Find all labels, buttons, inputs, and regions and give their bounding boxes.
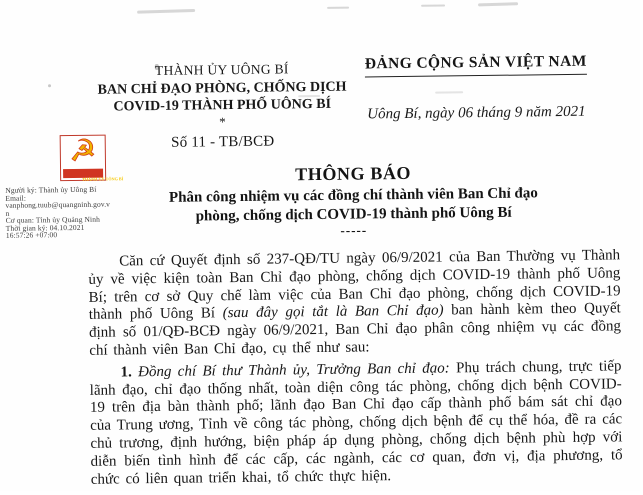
national-header bbox=[358, 53, 595, 124]
paragraph-text-italic: (sau đây gọi tắt là Ban Chỉ đạo) bbox=[222, 302, 444, 322]
paragraph-text: Phụ trách chung, trực tiếp lãnh đạo, chỉ đạo thống nhất, toàn diện công tác phòng, chống dịch bệnh COVID-19 trên địa bàn thành phố; lãnh đạo Ban Chỉ đạo cấp thành phố bám sát chỉ đạo của Trung ương, Tỉnh về công tác phòng, chống dịch bệnh để cụ thể hóa, đề ra các chủ trương, định hướng, biện pháp áp dụng phòng, chống dịch bệnh phù hợp với diễn biến tình hình để các cấp, các ngành, các cơ quan, đơn vị, địa phương, tổ chức có liên quan triển khai, tổ chức thực hiện. bbox=[89, 358, 623, 488]
signature-line: Cơ quan: Tỉnh ủy Quảng Ninh bbox=[5, 214, 100, 225]
signature-line: 16:57:26 +07:00 bbox=[5, 230, 58, 240]
paragraph-text: ban hành kèm theo Quyết định số 01/QĐ-BCĐ ngày 06/9/2021, Ban Chỉ đạo phân công nhiệm vụ các đồng chí thành viên Ban Chỉ đạo, cụ thể như sau: bbox=[88, 300, 622, 359]
body-paragraph-2 bbox=[89, 358, 622, 489]
place-date-line: Uông Bí, ngày 06 tháng 9 năm 2021 bbox=[367, 103, 586, 123]
scan-artifact bbox=[327, 7, 349, 9]
scan-artifact bbox=[478, 2, 518, 6]
document-body bbox=[88, 247, 623, 489]
signature-line: Email: bbox=[5, 193, 27, 203]
scan-artifact bbox=[48, 84, 51, 87]
body-paragraph-1 bbox=[88, 247, 621, 360]
item-number: 1. bbox=[120, 364, 132, 381]
item-heading: Đồng chí Bí thư Thành ủy, Trưởng Ban chỉ đạo: bbox=[131, 360, 450, 381]
notice-subtitle-2: phòng, chống dịch COVID-19 thành phố Uông Bí bbox=[195, 204, 512, 225]
org-name-line2: BAN CHỈ ĐẠO PHÒNG, CHỐNG DỊCH bbox=[97, 79, 347, 98]
scan-artifact bbox=[137, 9, 195, 14]
org-name-line1: THÀNH ỦY UÔNG BÍ bbox=[154, 61, 289, 79]
paragraph-text: Căn cứ Quyết định số 237-QĐ/TU ngày 06/9/2021 của Ban Thường vụ Thành ủy về việc kiện toàn Ban Chỉ đạo phòng, chống dịch COVID-19 thành phố Uông Bí; trên cơ sở Quy chế làm việc của Ban Chỉ đạo phòng, chống dịch COVID-19 thành phố Uông Bí bbox=[88, 247, 621, 324]
document-number: Số 11 - TB/BCĐ bbox=[171, 133, 275, 151]
signature-line: vanphong.tuub@quangninh.gov.v bbox=[5, 199, 111, 210]
header-star-separator: * bbox=[219, 114, 226, 130]
hammer-sickle-icon: ☭ bbox=[69, 133, 97, 170]
seal-caption: THÀNH ỦY UÔNG BÍ bbox=[82, 176, 124, 182]
notice-title: THÔNG BÁO bbox=[295, 162, 412, 185]
notice-title-block bbox=[87, 160, 620, 238]
signature-line: Thời gian ký: 04.10.2021 bbox=[5, 222, 85, 233]
notice-subtitle-1: Phân công nhiệm vụ các đồng chí thành viên Ban Chỉ đạo bbox=[168, 185, 538, 206]
signature-line: Người ký: Thành ủy Uông Bí bbox=[5, 184, 97, 195]
party-name-heading: ĐẢNG CỘNG SẢN VIỆT NAM bbox=[365, 53, 587, 78]
signature-line: n bbox=[5, 208, 10, 218]
scan-artifact bbox=[421, 4, 445, 6]
title-divider: ----- bbox=[340, 222, 368, 238]
org-name-line3: COVID-19 THÀNH PHỐ UÔNG BÍ bbox=[113, 96, 332, 115]
